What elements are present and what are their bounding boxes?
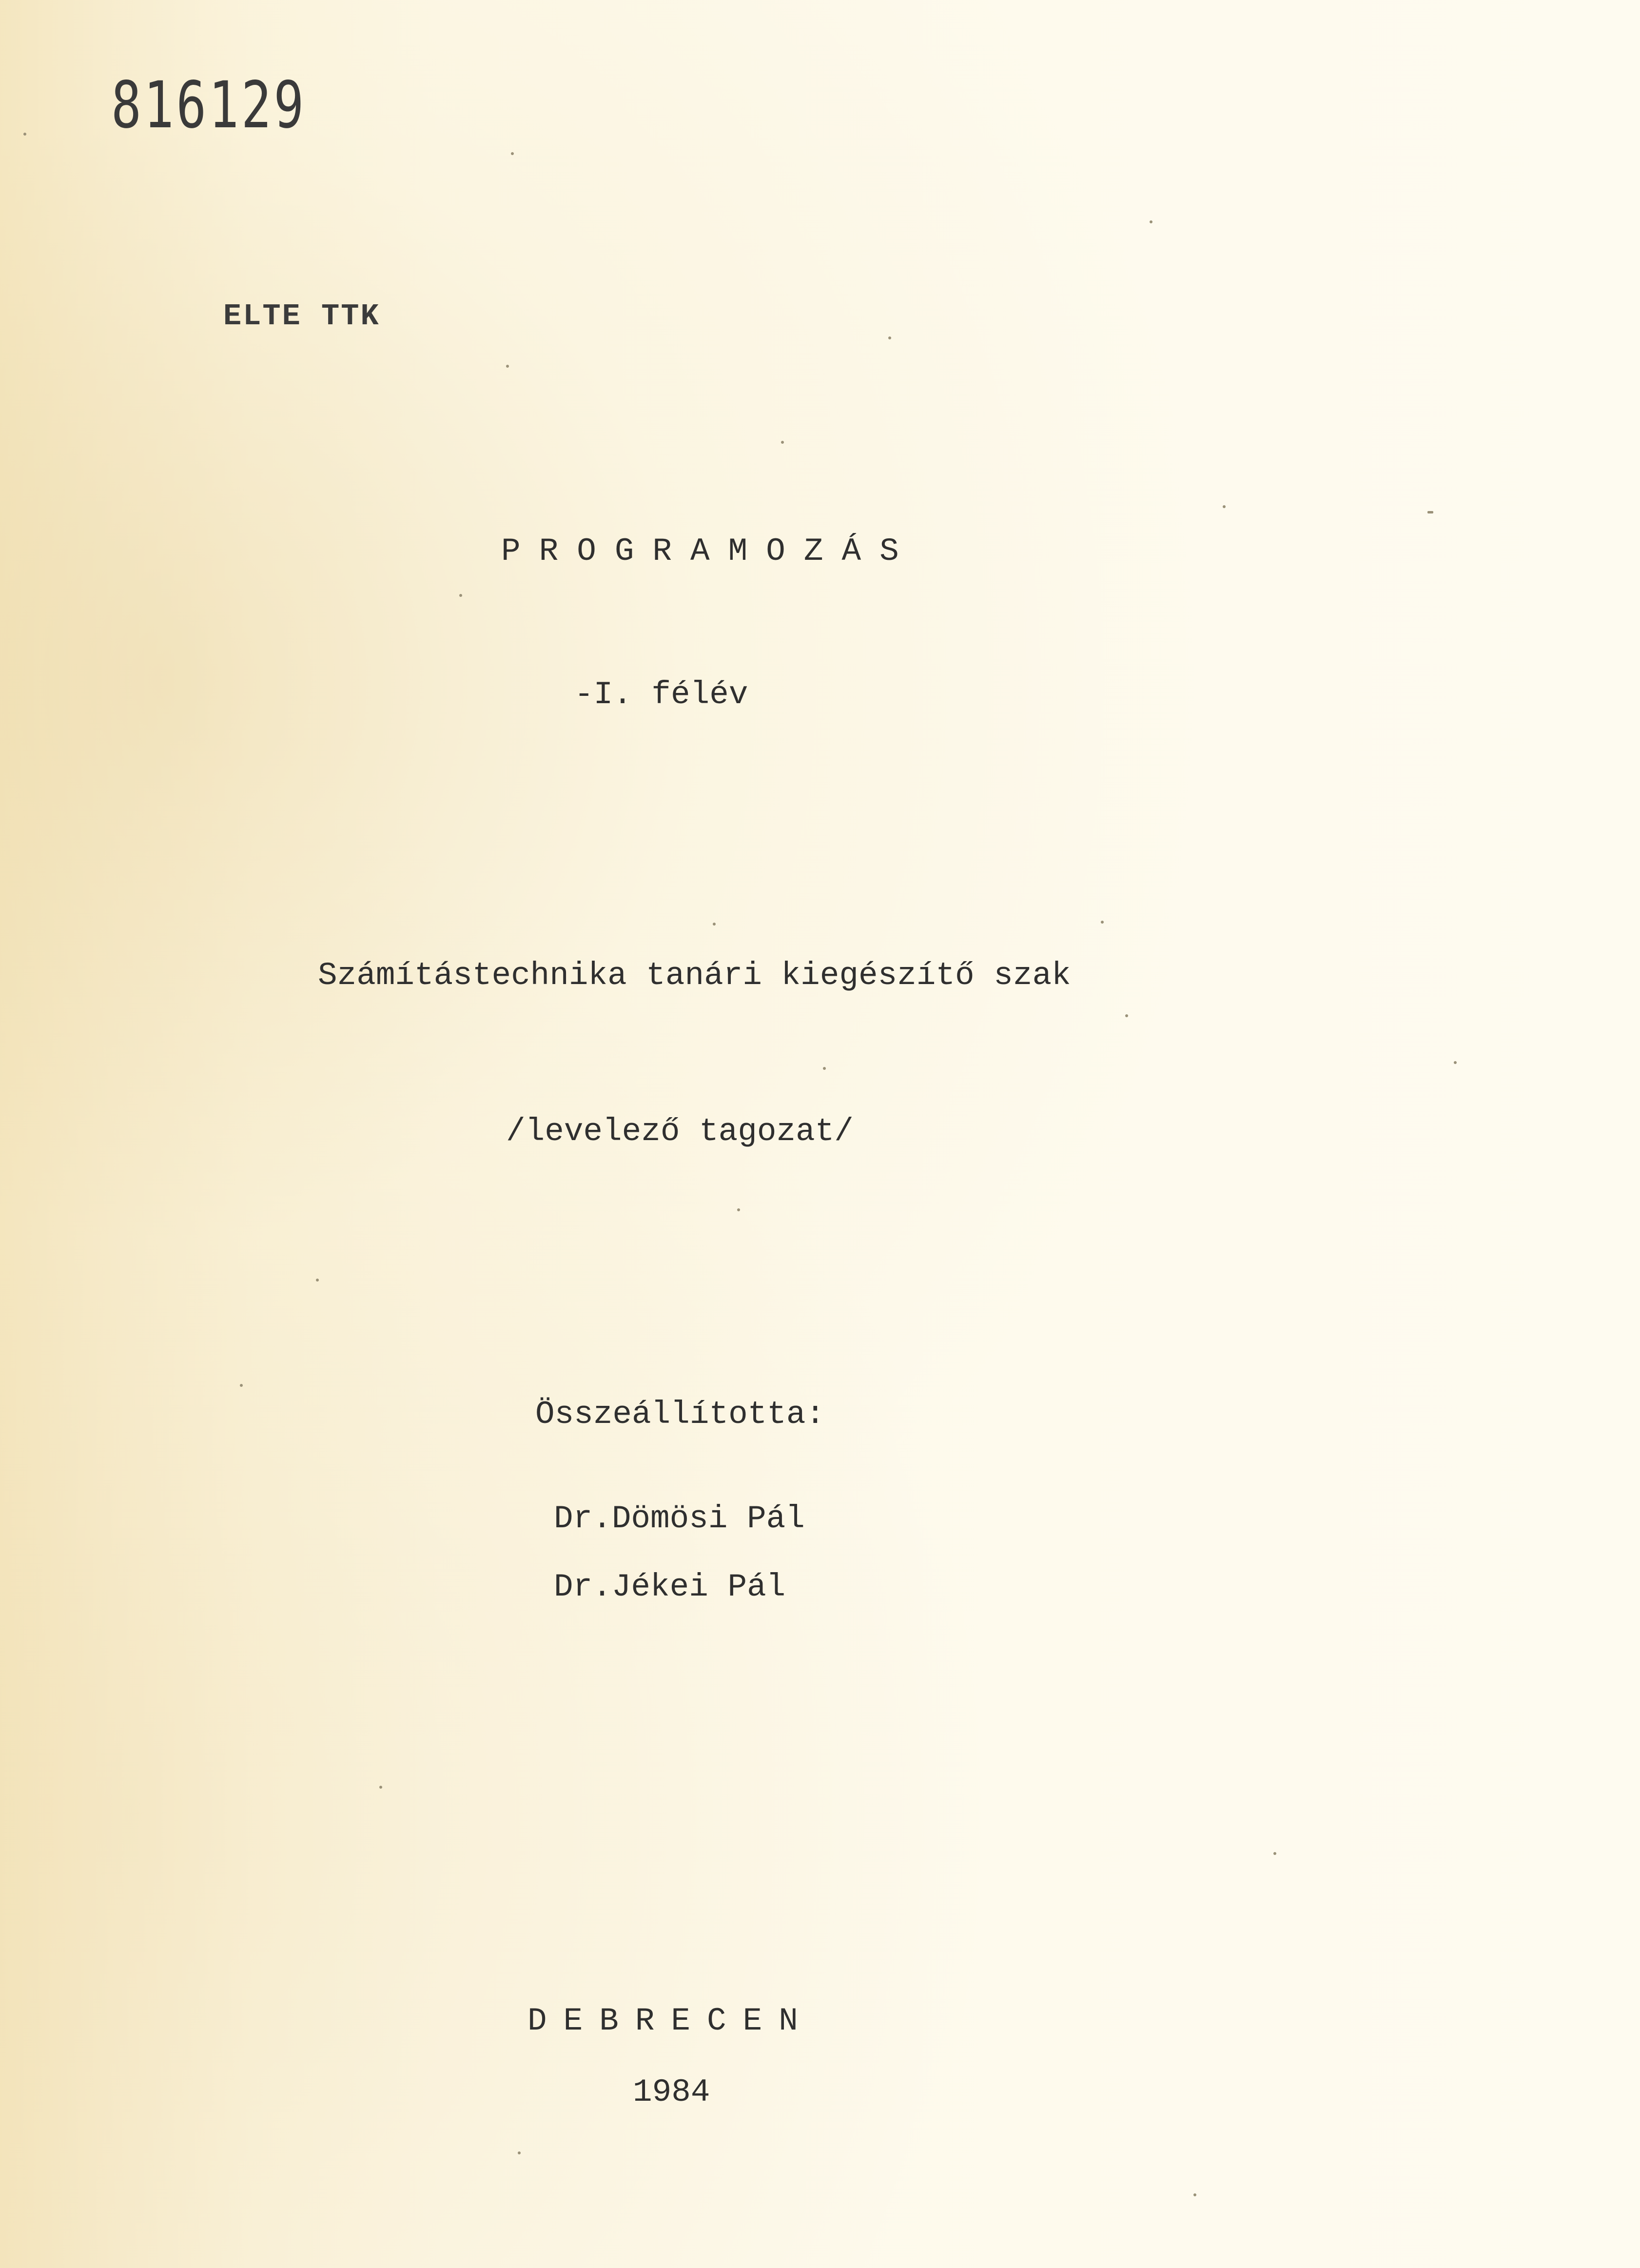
publication-year: 1984 bbox=[633, 2074, 710, 2110]
paper-speck bbox=[1125, 1014, 1128, 1017]
author-name: Dr.Dömösi Pál bbox=[554, 1500, 805, 1537]
semester-label: -I. félév bbox=[574, 676, 748, 713]
paper-speck bbox=[1273, 1852, 1276, 1855]
paper-speck bbox=[518, 2151, 521, 2154]
paper-speck bbox=[379, 1786, 382, 1789]
paper-speck bbox=[1223, 505, 1226, 508]
paper-speck bbox=[713, 923, 716, 926]
course-mode: /levelező tagozat/ bbox=[506, 1113, 854, 1150]
paper-speck bbox=[240, 1384, 243, 1387]
institution-heading: ELTE TTK bbox=[223, 299, 380, 334]
paper-speck bbox=[316, 1279, 319, 1282]
paper-speck bbox=[1454, 1061, 1457, 1064]
document-title: PROGRAMOZÁS bbox=[501, 533, 918, 570]
course-program: Számítástechnika tanári kiegészítő szak bbox=[318, 957, 1071, 994]
paper-speck bbox=[1193, 2193, 1196, 2196]
paper-speck bbox=[511, 152, 514, 155]
paper-speck bbox=[1101, 921, 1104, 924]
accession-number-stamp: 816129 bbox=[111, 68, 307, 143]
paper-speck bbox=[1427, 511, 1433, 513]
paper-speck bbox=[737, 1208, 740, 1211]
paper-speck bbox=[23, 133, 26, 136]
paper-speck bbox=[506, 365, 509, 368]
paper-speck bbox=[1150, 220, 1152, 223]
publication-city: DEBRECEN bbox=[527, 2003, 815, 2039]
paper-speck bbox=[781, 441, 784, 444]
author-name: Dr.Jékei Pál bbox=[554, 1569, 786, 1605]
compiled-by-label: Összeállította: bbox=[535, 1396, 825, 1433]
paper-speck bbox=[823, 1067, 826, 1070]
paper-speck bbox=[459, 594, 462, 597]
paper-speck bbox=[888, 336, 891, 339]
